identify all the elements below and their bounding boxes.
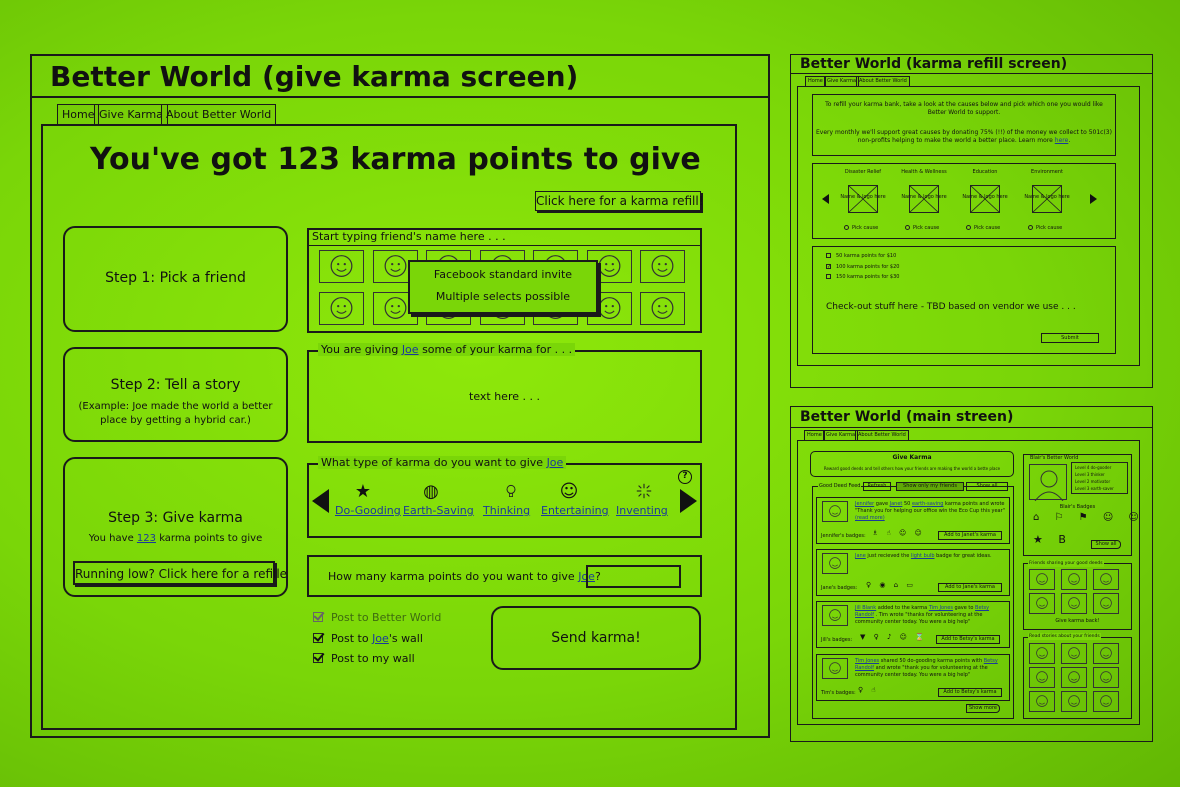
step3-label: Step 3: Give karma xyxy=(108,510,243,526)
post-option[interactable] xyxy=(313,632,423,645)
feed-read-more-link[interactable]: (read more) xyxy=(855,515,885,521)
pick-cause-radio[interactable] xyxy=(966,225,1000,232)
cause-logo-label: Name & logo here xyxy=(901,194,947,200)
refill-option-label: 100 karma points for $20 xyxy=(836,263,900,270)
give-karma-banner-title: Give Karma xyxy=(892,454,932,461)
cause-title: Education xyxy=(972,169,998,175)
feed-text xyxy=(855,501,1005,522)
feed-avatar[interactable] xyxy=(822,658,848,679)
balance-pre: You have xyxy=(88,533,134,544)
story-friend-avatar[interactable] xyxy=(1029,643,1055,664)
post-option-label: Post to Better World xyxy=(331,611,442,624)
karma-type-inventing[interactable]: Inventing xyxy=(616,504,668,517)
feed-text-part: gave to xyxy=(954,605,974,611)
feed-target-link[interactable]: Betsy Randolf xyxy=(855,658,998,671)
points-post: ? xyxy=(594,570,601,583)
refill-intro2-text: Every monthly we'll support great causes by donating 75% (!!) of the money we collect to 501c(3) non-profits helping to make the world a better place. Learn more xyxy=(816,129,1112,144)
tab-about[interactable]: About Better World xyxy=(161,104,276,124)
feed-add-karma-button[interactable]: Add to Betsy's karma xyxy=(938,688,1002,697)
points-pre: How many karma points do you want to give xyxy=(328,570,575,583)
refill-tab-home[interactable]: Home xyxy=(805,76,826,86)
feed-badge-icons: ♀ ☝ xyxy=(858,686,879,694)
level-item: Level 3 thinker xyxy=(1075,472,1105,477)
pick-cause-radio[interactable] xyxy=(905,225,939,232)
refill-option[interactable] xyxy=(826,253,896,260)
tab-give-karma[interactable]: Give Karma xyxy=(94,104,168,124)
refill-learn-more-link[interactable]: here xyxy=(1054,137,1069,144)
home-title: Better World (main streen) xyxy=(800,409,1014,425)
feed-badge-icons: ♗ ☝ ☺ ☺ xyxy=(872,529,925,537)
refill-intro2 xyxy=(816,129,1112,145)
points-input[interactable] xyxy=(586,565,681,588)
step2-label: Step 2: Tell a story xyxy=(110,377,241,393)
causes-next-icon[interactable] xyxy=(1090,194,1097,204)
friend-avatar[interactable] xyxy=(640,292,685,325)
feed-text-part: badge for great ideas. xyxy=(936,553,992,559)
cause-logo-label: Name & logo here xyxy=(840,194,886,200)
pick-cause-radio[interactable] xyxy=(1028,225,1062,232)
show-more-button[interactable]: Show more xyxy=(966,704,1000,713)
feed-text-part: added to the karma xyxy=(877,605,928,611)
giving-friend-link[interactable]: Joe xyxy=(401,343,419,356)
pick-cause-label: Pick cause xyxy=(974,225,1001,231)
story-textarea[interactable]: text here . . . xyxy=(469,390,540,403)
level-item: Level 2 motivator xyxy=(1075,479,1111,484)
sharing-friend-avatar[interactable] xyxy=(1093,569,1119,590)
feed-text xyxy=(855,605,1005,626)
feed-avatar[interactable] xyxy=(822,501,848,522)
refill-title-divider xyxy=(790,73,1153,74)
feed-badges-label: Jennifer's badges: xyxy=(821,533,866,539)
feed-text-part: karma points and wrote "Thank you for helping our office win the Eco Cup this year" xyxy=(855,501,1005,514)
story-friend-avatar[interactable] xyxy=(1029,667,1055,688)
friend-avatar[interactable] xyxy=(319,250,364,283)
home-title-divider xyxy=(790,427,1153,428)
feed-badge-icons: ♀ ◉ ⌂ ▭ xyxy=(866,581,916,589)
karma-type-heading xyxy=(318,456,566,469)
feed-text-part: . Tim wrote "thanks for volunteering at the community center today. You were a big help" xyxy=(855,612,983,625)
feed-add-karma-button[interactable]: Add to Jane's karma xyxy=(938,583,1002,592)
karma-type-entertaining[interactable]: Entertaining xyxy=(541,504,609,517)
give-karma-banner-sub: Reward good deeds and tell others how your friends are making the world a bette place xyxy=(823,466,1001,471)
lightbulb-icon[interactable] xyxy=(491,482,531,505)
sharing-friend-avatar[interactable] xyxy=(1029,569,1055,590)
next-arrow-icon[interactable] xyxy=(680,489,697,513)
friend-avatar[interactable] xyxy=(319,292,364,325)
feed-type-link[interactable]: earth-saving xyxy=(911,501,944,507)
post-option-checkbox[interactable] xyxy=(313,633,323,643)
karma-type-do-gooding[interactable]: Do-Gooding xyxy=(335,504,401,517)
feed-target-link[interactable]: light bulb xyxy=(910,553,935,559)
post-option-checkbox[interactable] xyxy=(313,612,323,622)
friends-sharing-title: Friends sharing your good deeds xyxy=(1029,561,1103,566)
level-item: Level 4 do-gooder xyxy=(1075,465,1112,470)
level-item: Level 3 earth-saver xyxy=(1075,486,1114,491)
feed-target-link[interactable]: Tim Jones xyxy=(928,605,953,611)
pick-cause-label: Pick cause xyxy=(913,225,940,231)
refill-tab-give-karma[interactable]: Give Karma xyxy=(824,76,859,86)
show-mine-tab[interactable]: Show only my friends xyxy=(896,482,964,491)
post-option[interactable] xyxy=(313,652,415,665)
smiley-icon[interactable]: ☺ xyxy=(559,481,579,502)
feed-avatar[interactable] xyxy=(822,605,848,626)
giving-pre: You are giving xyxy=(321,343,399,356)
step3-balance xyxy=(63,533,288,544)
refill-intro2-post: . xyxy=(1068,137,1071,144)
story-friend-avatar[interactable] xyxy=(1061,643,1087,664)
read-stories-title: Read stories about your friends xyxy=(1029,634,1100,639)
feed-text xyxy=(855,553,1005,560)
post-option-friend-link[interactable]: Joe xyxy=(372,631,389,645)
running-low-button[interactable]: Running low? Click here for a refille xyxy=(73,561,275,585)
feed-name-link[interactable]: Tim Jones xyxy=(855,658,880,664)
pick-cause-label: Pick cause xyxy=(852,225,879,231)
cause-title: Disaster Relief xyxy=(844,169,882,175)
feed-text-part: shared 50 do-gooding karma points with xyxy=(880,658,983,664)
friend-avatar[interactable] xyxy=(640,250,685,283)
profile-badges: ⌂ ⚐ ⚑ ☺ ☺ xyxy=(1033,512,1145,523)
pick-cause-radio[interactable] xyxy=(844,225,878,232)
feed-type-link[interactable]: Betsy Randolf xyxy=(855,605,990,618)
refill-option-label: 50 karma points for $10 xyxy=(836,253,897,259)
submit-button[interactable]: Submit xyxy=(1041,333,1099,343)
story-friend-avatar[interactable] xyxy=(1093,691,1119,712)
popup-line2: Multiple selects possible xyxy=(435,290,571,303)
points-friend-link[interactable]: Joe xyxy=(578,570,595,583)
balance-number[interactable]: 123 xyxy=(136,533,156,544)
feed-badge-icons: ▼ ♀ ♪ ☺ ⌛ xyxy=(860,633,927,641)
karma-refill-button[interactable]: Click here for a karma refill! xyxy=(535,191,701,211)
refill-option[interactable] xyxy=(826,274,899,281)
help-icon[interactable]: ? xyxy=(678,470,692,484)
feed-badges-label: Jane's badges: xyxy=(821,585,858,591)
feed-avatar[interactable] xyxy=(822,553,848,574)
refill-tab-about[interactable]: About Better World xyxy=(856,76,910,86)
main-title: Better World (give karma screen) xyxy=(50,60,579,93)
causes-prev-icon[interactable] xyxy=(822,194,829,204)
karma-type-pre: What type of karma do you want to give xyxy=(321,456,544,469)
post-option-suffix: 's wall xyxy=(388,631,423,645)
story-friend-avatar[interactable] xyxy=(1093,643,1119,664)
feed-title: Good Deed Feed xyxy=(819,483,861,489)
cause-logo-label: Name & logo here xyxy=(1024,194,1070,200)
feed-name-link[interactable]: Jill Blank xyxy=(855,605,877,611)
cause-logo-label: Name & logo here xyxy=(962,194,1008,200)
pick-cause-label: Pick cause xyxy=(1036,225,1063,231)
step1-label: Step 1: Pick a friend xyxy=(105,270,246,286)
sharing-friend-avatar[interactable] xyxy=(1029,593,1055,614)
refill-option-label: 150 karma points for $30 xyxy=(836,274,900,280)
cause-title: Health & Wellness xyxy=(901,169,947,175)
karma-type-thinking[interactable]: Thinking xyxy=(483,504,531,517)
karma-type-friend-link[interactable]: Joe xyxy=(546,456,564,469)
profile-title: Blair's Better World xyxy=(1030,455,1079,461)
popup-line1: Facebook standard invite xyxy=(433,268,573,281)
give-back-label[interactable]: Give karma back! xyxy=(1055,618,1100,624)
story-friend-avatar[interactable] xyxy=(1061,667,1087,688)
send-karma-button[interactable]: Send karma! xyxy=(491,606,701,670)
karma-type-earth-saving[interactable]: Earth-Saving xyxy=(403,504,474,517)
story-friend-avatar[interactable] xyxy=(1029,691,1055,712)
feed-text-part: just recieved the xyxy=(867,553,910,559)
star-icon[interactable]: ★ xyxy=(354,481,372,502)
feed-text-part: gave xyxy=(875,501,889,507)
feed-name-link[interactable]: Jane xyxy=(855,553,866,559)
post-option-label: Post to xyxy=(331,631,369,645)
prev-arrow-icon[interactable] xyxy=(312,489,329,513)
checkout-text: Check-out stuff here - TBD based on vendor we use . . . xyxy=(826,302,1076,312)
sparkle-icon[interactable] xyxy=(624,482,664,505)
feed-text-part: 50 xyxy=(903,501,911,507)
show-all-tab[interactable]: Show all xyxy=(966,482,1008,491)
home-tab-give-karma[interactable]: Give Karma xyxy=(823,430,858,440)
globe-icon[interactable]: ◍ xyxy=(423,481,439,502)
post-option[interactable] xyxy=(313,611,441,624)
refresh-button[interactable]: Refresh xyxy=(863,482,891,491)
home-tab-home[interactable]: Home xyxy=(804,430,825,440)
post-option-label: Post to my wall xyxy=(331,652,415,665)
sharing-friend-avatar[interactable] xyxy=(1093,593,1119,614)
karma-headline: You've got 123 karma points to give xyxy=(90,142,701,177)
feed-add-karma-button[interactable]: Add to Janet's karma xyxy=(938,531,1002,540)
feed-add-karma-button[interactable]: Add to Betsy's karma xyxy=(936,635,1000,644)
story-friend-avatar[interactable] xyxy=(1061,691,1087,712)
points-question xyxy=(328,570,601,583)
refill-option[interactable]: ✓ 100 karma points for $20 xyxy=(827,263,900,270)
feed-target-link[interactable]: Janet xyxy=(889,501,903,507)
feed-badges-label: Jill's badges: xyxy=(821,637,853,643)
tab-home[interactable]: Home xyxy=(57,104,99,124)
profile-badges-row2: ★ B xyxy=(1033,533,1072,546)
step2-example: (Example: Joe made the world a better place by getting a hybrid car.) xyxy=(78,401,273,426)
post-option-checkbox[interactable] xyxy=(313,653,323,663)
sharing-friend-avatar[interactable] xyxy=(1061,569,1087,590)
sharing-friend-avatar[interactable] xyxy=(1061,593,1087,614)
friend-search-input[interactable]: Start typing friend's name here . . . xyxy=(309,230,700,246)
cause-title: Environment xyxy=(1031,169,1063,175)
feed-name-link[interactable]: Jennifer xyxy=(855,501,875,507)
story-friend-avatar[interactable] xyxy=(1093,667,1119,688)
refill-title: Better World (karma refill screen) xyxy=(800,56,1068,72)
giving-post: some of your karma for . . . xyxy=(422,343,573,356)
balance-post: karma points to give xyxy=(159,533,263,544)
feed-text-part: and wrote "thank you for volunteering at the community center today. You were a big help" xyxy=(855,665,988,678)
feed-text xyxy=(855,658,1005,679)
badges-title: Blair's Badges xyxy=(1059,504,1096,510)
profile-avatar xyxy=(1029,464,1067,500)
show-all-badges-button[interactable]: Show all xyxy=(1091,540,1121,549)
title-divider xyxy=(30,96,770,98)
refill-intro1: To refill your karma bank, take a look at the causes below and pick which one you would like Better World to support. xyxy=(825,101,1103,116)
feed-badges-label: Tim's badges: xyxy=(821,690,856,696)
home-tab-about[interactable]: About Better World xyxy=(855,430,909,440)
